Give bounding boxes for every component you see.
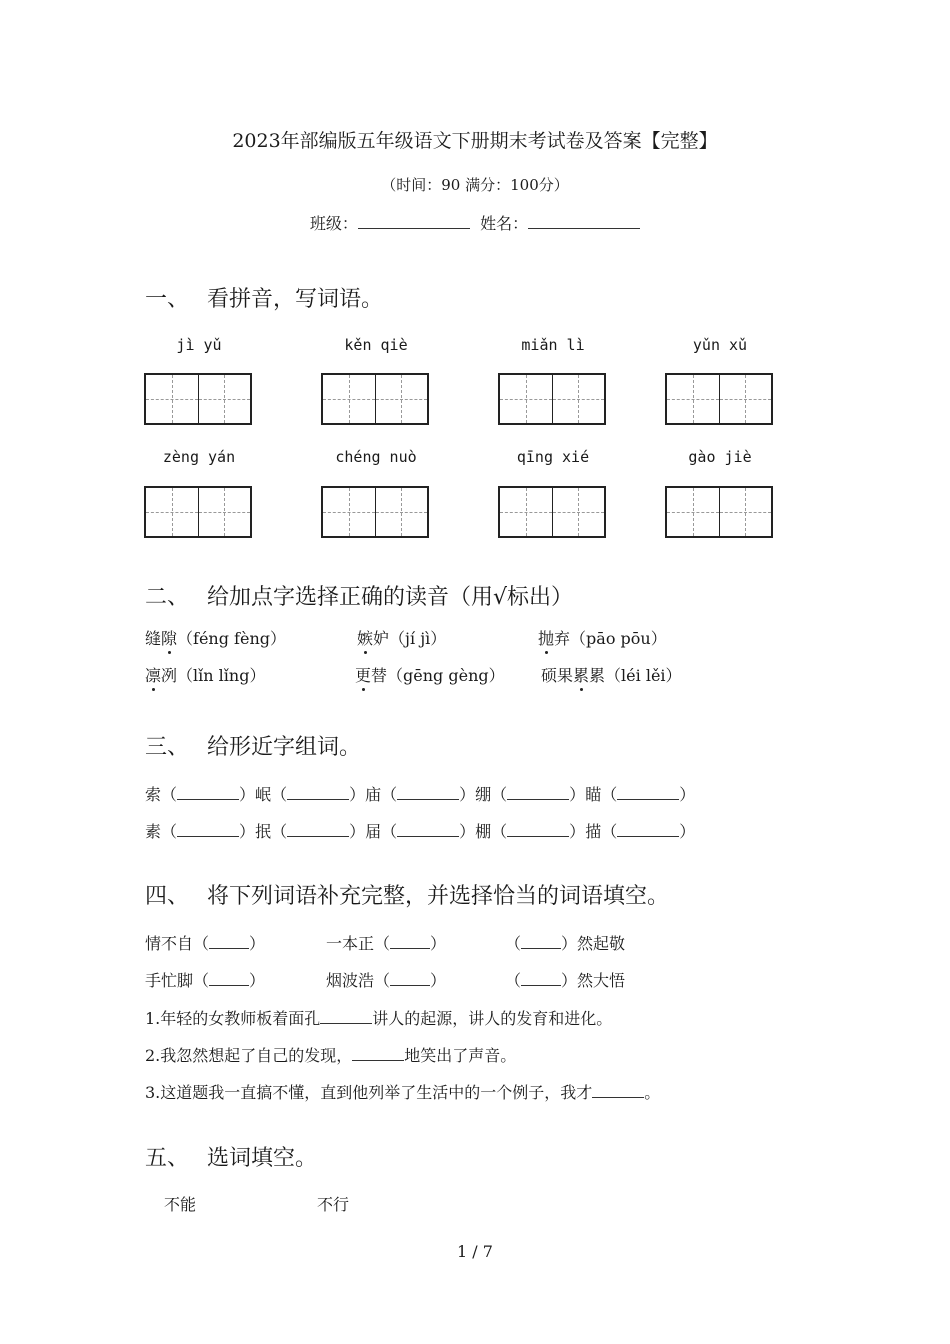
writing-grid[interactable]: [321, 373, 429, 425]
class-label: 班级：: [309, 214, 358, 233]
question-text: 3.这道题我一直搞不懂，直到他列举了生活中的一个例子，我才: [145, 1083, 593, 1102]
writing-grid[interactable]: [144, 486, 252, 538]
idiom-text: 手忙脚: [145, 971, 194, 990]
idiom-item: 情不自（ ）: [145, 934, 266, 953]
reading-item[interactable]: [541, 663, 682, 686]
reading-options[interactable]: （lǐn lǐng）: [177, 666, 266, 685]
char: 庙: [365, 785, 382, 804]
pinyin-label: chéng nuò: [335, 448, 417, 466]
answer-blank[interactable]: [287, 786, 349, 800]
pinyin-label: yǔn xǔ: [692, 336, 748, 354]
char: 届: [365, 822, 382, 841]
word-part: 冽: [161, 666, 178, 685]
class-input[interactable]: [358, 214, 470, 229]
section-title: 给形近字组词。: [207, 735, 362, 760]
reading-item[interactable]: [355, 663, 505, 686]
answer-blank[interactable]: [177, 823, 239, 837]
answer-blank[interactable]: [209, 935, 249, 949]
exam-info: （时间：90 满分：100分）: [381, 176, 569, 194]
dotted-char: 更: [355, 666, 372, 685]
idiom-text: 然起敬: [577, 934, 626, 953]
char: 岷: [255, 785, 272, 804]
answer-blank[interactable]: [507, 823, 569, 837]
question-text: 地笑出了声音。: [404, 1046, 517, 1065]
reading-item[interactable]: [145, 663, 265, 686]
pinyin-label: jì yǔ: [176, 336, 222, 354]
section-5-heading: [145, 1141, 317, 1172]
section-number: 五、: [145, 1146, 190, 1171]
answer-blank[interactable]: [320, 1010, 372, 1024]
char: 绷: [475, 785, 492, 804]
word-part: 缝: [145, 629, 162, 648]
writing-grid[interactable]: [498, 486, 606, 538]
reading-options[interactable]: （gēng gèng）: [387, 666, 505, 685]
idiom-item: 烟波浩（ ）: [326, 971, 447, 990]
section-title: 看拼音，写词语。: [207, 287, 384, 312]
word-option: 不能: [164, 1195, 197, 1214]
answer-blank[interactable]: [521, 972, 561, 986]
page-title: 2023年部编版五年级语文下册期末考试卷及答案【完整】: [232, 130, 718, 152]
section-3-heading: [145, 730, 361, 761]
pinyin-label: gào jiè: [688, 448, 752, 466]
fill-question: [145, 1043, 516, 1066]
word-part: 妒: [373, 629, 390, 648]
answer-blank[interactable]: [617, 786, 679, 800]
writing-grid[interactable]: [144, 373, 252, 425]
idiom-text: 烟波浩: [326, 971, 375, 990]
word-option: 不行: [317, 1195, 350, 1214]
section-4-heading: [145, 879, 669, 910]
dotted-char: 嫉: [357, 629, 374, 648]
char: 瞄: [585, 785, 602, 804]
section-2-heading: [145, 580, 573, 611]
idiom-text: 一本正: [326, 934, 375, 953]
word-part: 硕果: [541, 666, 574, 685]
answer-blank[interactable]: [390, 972, 430, 986]
idiom-text: 情不自: [145, 934, 194, 953]
char: 索: [145, 785, 162, 804]
answer-blank[interactable]: [177, 786, 239, 800]
answer-blank[interactable]: [521, 935, 561, 949]
pinyin-label: zèng yán: [162, 448, 236, 466]
section-number: 一、: [145, 287, 190, 312]
section-number: 三、: [145, 735, 190, 760]
word-part: 替: [371, 666, 388, 685]
idiom-item: （ ）然起敬: [505, 934, 626, 953]
pinyin-label: miǎn lì: [521, 336, 585, 354]
idiom-text: 然大悟: [577, 971, 626, 990]
idiom-item: 一本正（ ）: [326, 934, 447, 953]
dotted-char: 抛: [538, 629, 555, 648]
word-group-row: 素（ ）抿（ ）届（ ）棚（ ）描（ ）: [145, 822, 696, 841]
idiom-item: （ ）然大悟: [505, 971, 626, 990]
section-number: 四、: [145, 884, 190, 909]
word-part: 弃: [554, 629, 571, 648]
student-info: [0, 211, 950, 234]
answer-blank[interactable]: [507, 786, 569, 800]
name-input[interactable]: [528, 214, 640, 229]
pinyin-label: qīng xié: [516, 448, 590, 466]
answer-blank[interactable]: [592, 1084, 644, 1098]
answer-blank[interactable]: [390, 935, 430, 949]
reading-item[interactable]: [145, 626, 286, 649]
fill-question: [145, 1080, 660, 1103]
word-part: 累: [589, 666, 606, 685]
section-1-heading: [145, 282, 383, 313]
question-text: 2.我忽然想起了自己的发现，: [145, 1046, 353, 1065]
answer-blank[interactable]: [617, 823, 679, 837]
fill-question: [145, 1006, 612, 1029]
dotted-char: 凛: [145, 666, 162, 685]
word-group-row: 索（ ）岷（ ）庙（ ）绷（ ）瞄（ ）: [145, 785, 696, 804]
char: 抿: [255, 822, 272, 841]
char: 素: [145, 822, 162, 841]
char: 描: [585, 822, 602, 841]
dotted-char: 隙: [161, 629, 178, 648]
char: 棚: [475, 822, 492, 841]
question-text: 1.年轻的女教师板着面孔: [145, 1009, 321, 1028]
page-number: 1 / 7: [457, 1242, 493, 1261]
answer-blank[interactable]: [209, 972, 249, 986]
reading-options[interactable]: （pāo pōu）: [570, 629, 667, 648]
writing-grid[interactable]: [665, 486, 773, 538]
answer-blank[interactable]: [397, 823, 459, 837]
answer-blank[interactable]: [287, 823, 349, 837]
question-text: 讲人的起源，讲人的发育和进化。: [372, 1009, 613, 1028]
name-label: 姓名：: [480, 214, 529, 233]
answer-blank[interactable]: [352, 1047, 404, 1061]
section-title: 给加点字选择正确的读音（用√标出）: [207, 585, 574, 610]
reading-options[interactable]: （léi lěi）: [605, 666, 682, 685]
pinyin-label: kěn qiè: [344, 336, 408, 354]
dotted-char: 累: [573, 666, 590, 685]
section-title: 选词填空。: [207, 1146, 318, 1171]
answer-blank[interactable]: [397, 786, 459, 800]
section-title: 将下列词语补充完整，并选择恰当的词语填空。: [207, 884, 670, 909]
reading-options[interactable]: （féng fèng）: [177, 629, 286, 648]
reading-item[interactable]: [538, 626, 667, 649]
writing-grid[interactable]: [321, 486, 429, 538]
reading-options[interactable]: （jí jì）: [389, 629, 447, 648]
writing-grid[interactable]: [498, 373, 606, 425]
idiom-item: 手忙脚（ ）: [145, 971, 266, 990]
section-number: 二、: [145, 585, 190, 610]
reading-item[interactable]: [357, 626, 446, 649]
writing-grid[interactable]: [665, 373, 773, 425]
question-text: 。: [644, 1083, 661, 1102]
